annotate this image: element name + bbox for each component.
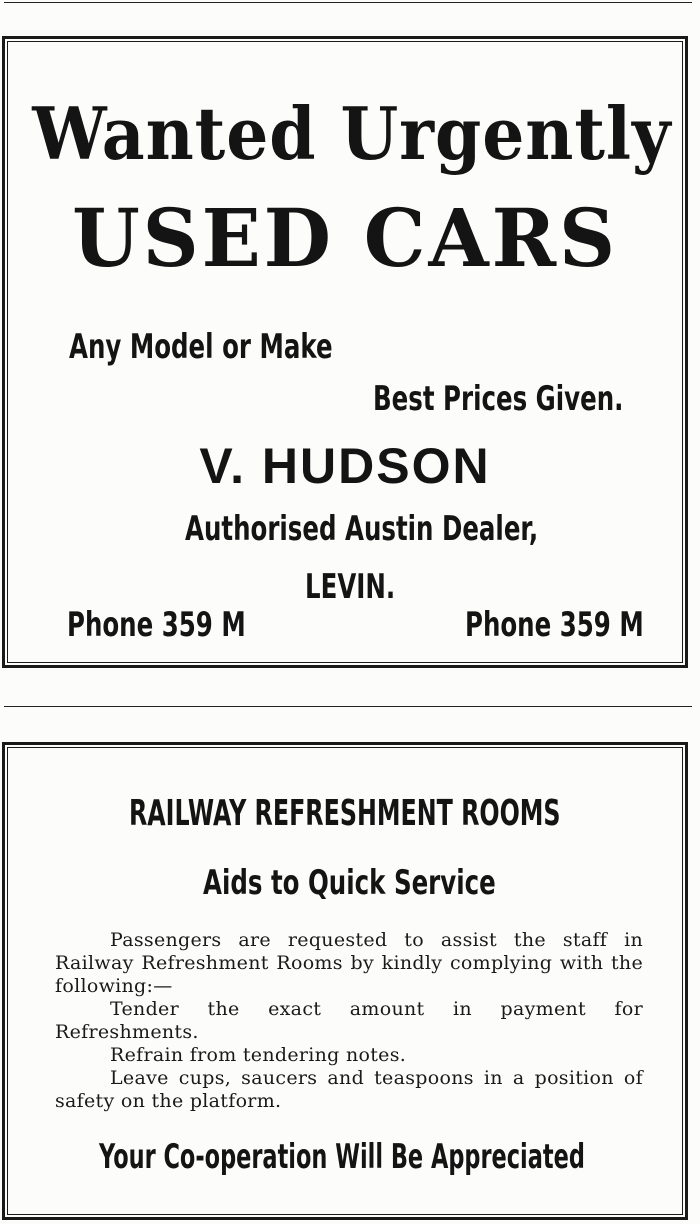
top-rule <box>4 2 692 3</box>
divider-rule <box>4 706 692 707</box>
railway-title: RAILWAY REFRESHMENT ROOMS <box>129 793 561 834</box>
phone-left: Phone 359 M <box>67 605 246 645</box>
instruction-item: Refrain from tendering notes. <box>110 1044 407 1066</box>
ad-subheadline: USED CARS <box>72 191 618 285</box>
dealer-title: Authorised Austin Dealer, <box>185 509 539 549</box>
phone-right: Phone 359 M <box>465 605 644 645</box>
railway-refreshment-advertisement <box>2 742 688 1220</box>
railway-body <box>55 929 643 1113</box>
instruction-item: Tender the exact amount in payment for Refreshments. <box>55 998 643 1043</box>
railway-subtitle: Aids to Quick Service <box>203 863 496 903</box>
closing-line: Your Co-operation Will Be Appreciated <box>99 1137 585 1177</box>
dealer-name: V. HUDSON <box>199 438 491 494</box>
ad-headline: Wanted Urgently <box>32 91 672 176</box>
instruction-item: Leave cups, saucers and teaspoons in a position of safety on the platform. <box>55 1067 643 1112</box>
prices-line: Best Prices Given. <box>373 379 624 419</box>
dealer-town: LEVIN. <box>305 567 396 607</box>
model-line: Any Model or Make <box>69 327 333 367</box>
intro-paragraph: Passengers are requested to assist the staff in Railway Refreshment Rooms by kindly complying with the following:— <box>55 929 643 997</box>
used-cars-advertisement <box>2 36 688 668</box>
